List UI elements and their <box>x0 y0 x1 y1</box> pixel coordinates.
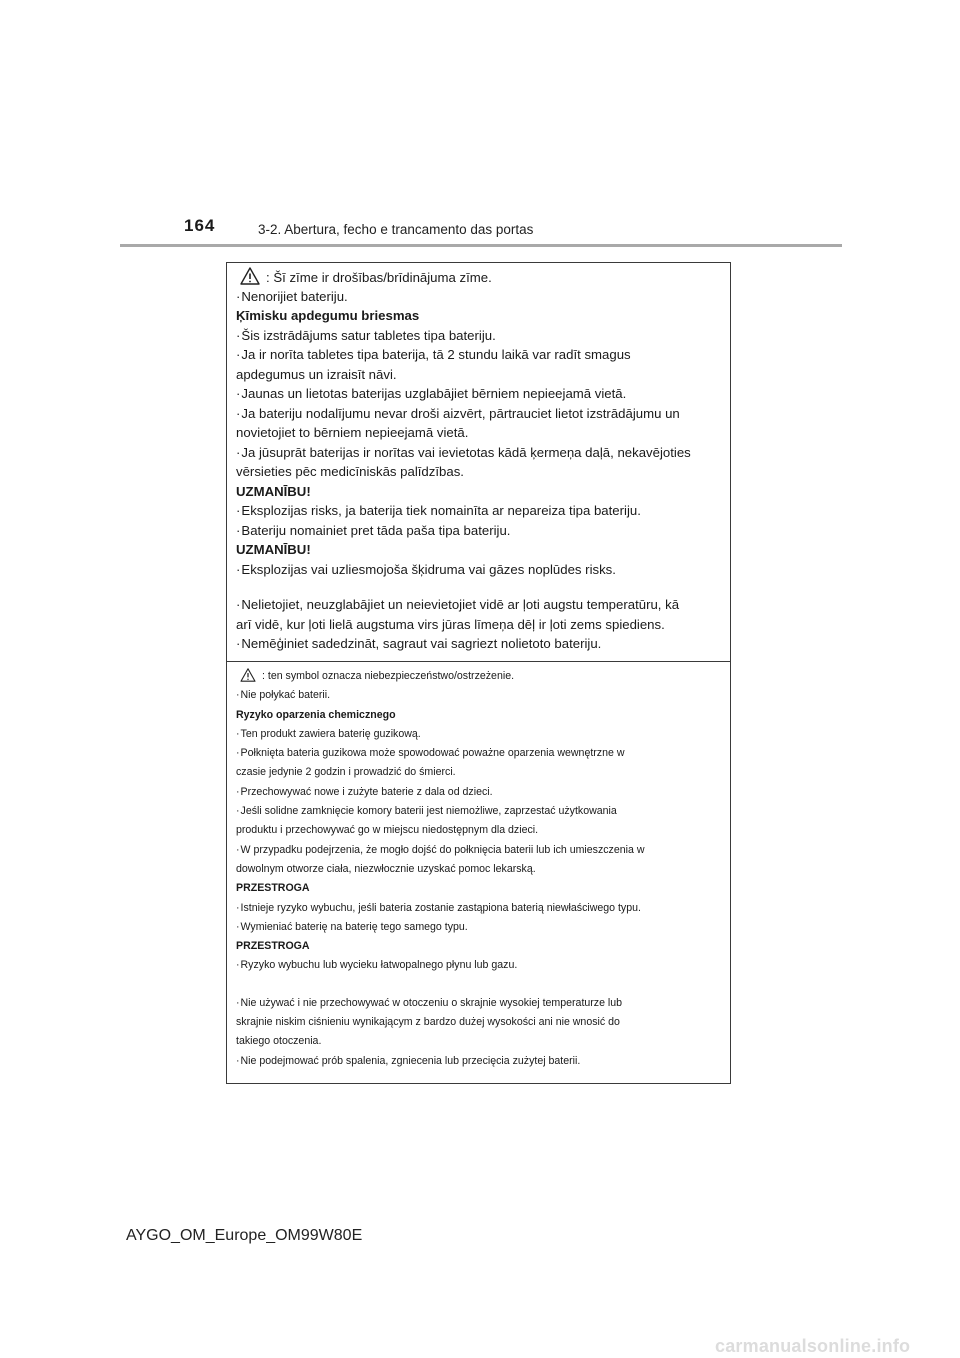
bullet-marker: · <box>236 347 241 362</box>
bullet-marker: · <box>236 288 241 304</box>
bullet-item <box>236 501 722 521</box>
bullet-marker: · <box>236 327 241 343</box>
bullet-marker: · <box>236 1054 240 1067</box>
latvian-warning-section <box>227 267 730 662</box>
line-text: Nenorijiet bateriju. <box>241 288 348 304</box>
bullet-item <box>236 404 722 424</box>
bullet-marker: · <box>236 785 240 798</box>
bullet-marker: · <box>236 503 241 518</box>
bullet-item <box>236 1052 722 1071</box>
line-text: Wymieniać baterię na baterię tego samego typu. <box>240 920 468 933</box>
continuation-line <box>236 860 722 879</box>
line-text: Ja ir norīta tabletes tipa baterija, tā 2 stundu laikā var radīt smagus <box>241 347 631 362</box>
bullet-item <box>236 918 722 937</box>
bullet-marker: · <box>236 561 241 577</box>
bullet-item <box>236 899 722 918</box>
warning-heading <box>236 937 722 956</box>
line-text: Eksplozijas vai uzliesmojoša šķidruma vai gāzes noplūdes risks. <box>241 561 616 577</box>
warning-heading <box>236 482 722 502</box>
bullet-marker: · <box>236 636 241 651</box>
bullet-item <box>236 345 722 365</box>
section-divider <box>227 661 730 662</box>
bullet-marker: · <box>236 996 240 1009</box>
line-text: Ten produkt zawiera baterię guzikową. <box>240 727 421 740</box>
line-text: vērsieties pēc medicīniskās palīdzības. <box>236 464 464 479</box>
line-text: Nie połykać baterii. <box>240 689 331 702</box>
bullet-marker: · <box>236 805 240 818</box>
bullet-item <box>236 783 722 802</box>
warning-symbol-line <box>236 267 722 287</box>
blank-line <box>236 976 722 994</box>
bullet-marker: · <box>236 405 241 421</box>
bullet-item <box>236 634 722 654</box>
bullet-item <box>236 287 722 307</box>
line-text: dowolnym otworze ciała, niezwłocznie uzyskać pomoc lekarską. <box>236 862 536 875</box>
bullet-marker: · <box>236 522 241 538</box>
bullet-item <box>236 841 722 860</box>
continuation-line <box>236 365 722 385</box>
bullet-marker: · <box>236 689 240 702</box>
line-text: skrajnie niskim ciśnieniu wynikającym z bardzo dużej wysokości ani nie wnosić do <box>236 1016 620 1029</box>
page-number: 164 <box>184 216 216 235</box>
line-text: Ja jūsuprāt baterijas ir norītas vai ievietotas kādā ķermeņa daļā, nekavējoties <box>241 444 691 460</box>
line-text: apdegumus un izraisīt nāvi. <box>236 366 397 382</box>
bullet-item <box>236 725 722 744</box>
line-text: PRZESTROGA <box>236 940 310 953</box>
continuation-line <box>236 462 722 482</box>
polish-warning-section <box>227 667 730 1081</box>
bullet-marker: · <box>236 444 241 460</box>
line-text: UZMANĪBU! <box>236 542 311 557</box>
section-title: 3-2. Abertura, fecho e trancamento das portas <box>258 222 534 237</box>
bullet-marker: · <box>236 727 240 740</box>
line-text: czasie jedynie 2 godzin i prowadzić do śmierci. <box>236 766 456 779</box>
line-text: Przechowywać nowe i zużyte baterie z dala od dzieci. <box>240 785 493 798</box>
line-text: takiego otoczenia. <box>236 1035 322 1048</box>
line-text: Istnieje ryzyko wybuchu, jeśli bateria zostanie zastąpiona baterią niewłaściwego typu. <box>240 901 641 914</box>
bullet-item <box>236 595 722 615</box>
continuation-line <box>236 821 722 840</box>
document-code: AYGO_OM_Europe_OM99W80E <box>126 1227 363 1244</box>
line-text: Eksplozijas risks, ja baterija tiek nomainīta ar nepareiza tipa bateriju. <box>241 503 641 518</box>
line-text: Nie używać i nie przechowywać w otoczeniu o skrajnie wysokiej temperaturze lub <box>240 996 623 1009</box>
bullet-item <box>236 686 722 705</box>
continuation-line <box>236 1032 722 1051</box>
bullet-item <box>236 384 722 404</box>
bullet-marker: · <box>236 920 240 933</box>
line-text: novietojiet to bērniem nepieejamā vietā. <box>236 425 469 440</box>
line-text: : Šī zīme ir drošības/brīdinājuma zīme. <box>266 270 492 285</box>
continuation-line <box>236 763 722 782</box>
warning-heading <box>236 540 722 560</box>
battery-warning-box <box>226 262 731 1084</box>
warning-symbol-line <box>236 667 722 686</box>
bullet-marker: · <box>236 597 241 612</box>
bullet-marker: · <box>236 959 240 972</box>
line-text: PRZESTROGA <box>236 882 310 895</box>
bullet-marker: · <box>236 843 240 856</box>
continuation-line <box>236 423 722 443</box>
line-text: Ja bateriju nodalījumu nevar droši aizvērt, pārtrauciet lietot izstrādājumu un <box>241 405 680 421</box>
line-text: Jaunas un lietotas baterijas uzglabājiet bērniem nepieejamā vietā. <box>241 386 627 401</box>
line-text: produktu i przechowywać go w miejscu niedostępnym dla dzieci. <box>236 824 539 837</box>
warning-heading <box>236 706 722 725</box>
warning-heading <box>236 879 722 898</box>
bullet-item <box>236 956 722 975</box>
line-text: Nemēģiniet sadedzināt, sagraut vai sagriezt nolietoto bateriju. <box>241 636 602 651</box>
bullet-item <box>236 994 722 1013</box>
line-text: Šis izstrādājums satur tabletes tipa bateriju. <box>241 327 496 343</box>
line-text: W przypadku podejrzenia, że mogło dojść do połknięcia baterii lub ich umieszczenia w <box>240 843 645 856</box>
bullet-item <box>236 443 722 463</box>
header-rule <box>120 244 842 247</box>
watermark: carmanualsonline.info <box>715 1336 911 1356</box>
bullet-item <box>236 521 722 541</box>
line-text: Połknięta bateria guzikowa może spowodować poważne oparzenia wewnętrzne w <box>240 747 625 760</box>
line-text: Ryzyko oparzenia chemicznego <box>236 708 396 721</box>
line-text: UZMANĪBU! <box>236 483 311 499</box>
line-text: Jeśli solidne zamknięcie komory baterii jest niemożliwe, zaprzestać użytkowania <box>240 805 617 818</box>
line-text: Ryzyko wybuchu lub wycieku łatwopalnego płynu lub gazu. <box>240 959 518 972</box>
bullet-item <box>236 802 722 821</box>
warning-heading <box>236 306 722 326</box>
line-text: : ten symbol oznacza niebezpieczeństwo/ostrzeżenie. <box>262 670 515 682</box>
bullet-marker: · <box>236 386 241 401</box>
continuation-line <box>236 615 722 635</box>
bullet-item <box>236 744 722 763</box>
line-text: arī vidē, kur ļoti lielā augstuma virs jūras līmeņa dēļ ir ļoti zems spiediens. <box>236 616 665 632</box>
bullet-marker: · <box>236 747 240 760</box>
continuation-line <box>236 1013 722 1032</box>
blank-line <box>236 579 722 595</box>
line-text: Ķīmisku apdegumu briesmas <box>236 308 420 323</box>
bullet-item <box>236 560 722 580</box>
bullet-marker: · <box>236 901 240 914</box>
line-text: Bateriju nomainiet pret tāda paša tipa bateriju. <box>241 522 511 538</box>
bullet-item <box>236 326 722 346</box>
line-text: Nelietojiet, neuzglabājiet un neievietojiet vidē ar ļoti augstu temperatūru, kā <box>241 597 680 612</box>
line-text: Nie podejmować prób spalenia, zgniecenia lub przecięcia zużytej baterii. <box>240 1054 581 1067</box>
